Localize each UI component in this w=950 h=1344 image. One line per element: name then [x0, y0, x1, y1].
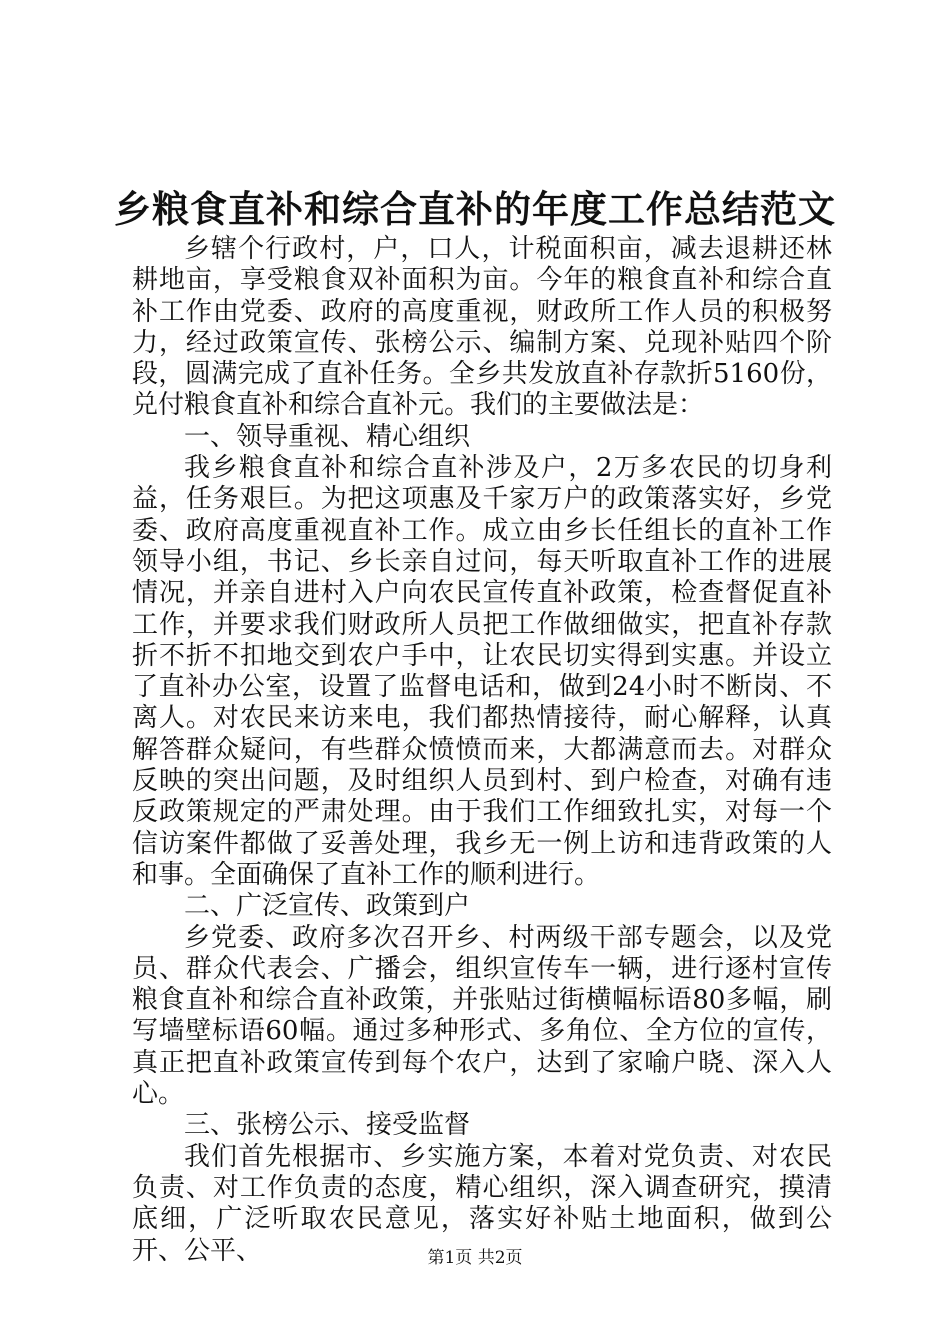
- paragraph-intro: 乡辖个行政村，户，口人，计税面积亩，减去退耕还林耕地亩，享受粮食双补面积为亩。今年的粮食直补和综合直补工作由党委、政府的高度重视，财政所工作人员的积极努力，经过政策宣传、张榜公示、编制方案、兑现补贴四个阶段，圆满完成了直补任务。全乡共发放直补存款折5160份，兑付粮食直补和综合直补元。我们的主要做法是：: [132, 234, 832, 421]
- document-body: [132, 234, 832, 1267]
- paragraph-section-2: 乡党委、政府多次召开乡、村两级干部专题会，以及党员、群众代表会、广播会，组织宣传车一辆，进行逐村宣传粮食直补和综合直补政策，并张贴过街横幅标语80多幅，刷写墙壁标语60幅。通过多种形式、多角位、全方位的宣传，真正把直补政策宣传到每个农户，达到了家喻户晓、深入人心。: [132, 922, 832, 1110]
- paragraph-section-3: 我们首先根据市、乡实施方案，本着对党负责、对农民负责、对工作负责的态度，精心组织，深入调查研究，摸清底细，广泛听取农民意见，落实好补贴土地面积，做到公开、公平、: [132, 1141, 832, 1266]
- section-heading-1: 一、领导重视、精心组织: [184, 421, 471, 452]
- section-heading-3: 三、张榜公示、接受监督: [184, 1110, 471, 1141]
- document-title: 乡粮食直补和综合直补的年度工作总结范文: [114, 187, 836, 231]
- section-heading-2: 二、广泛宣传、政策到户: [184, 891, 471, 922]
- paragraph-section-1: 我乡粮食直补和综合直补涉及户，2万多农民的切身利益，任务艰巨。为把这项惠及千家万户的政策落实好，乡党委、政府高度重视直补工作。成立由乡长任组长的直补工作领导小组，书记、乡长亲自过问，每天听取直补工作的进展情况，并亲自进村入户向农民宣传直补政策，检查督促直补工作，并要求我们财政所人员把工作做细做实，把直补存款折不折不扣地交到农户手中，让农民切实得到实惠。并设立了直补办公室，设置了监督电话和，做到24小时不断岗、不离人。对农民来访来电，我们都热情接待，耐心解释，认真解答群众疑问，有些群众愤愤而来，大都满意而去。对群众反映的突出问题，及时组织人员到村、到户检查，对确有违反政策规定的严肃处理。由于我们工作细致扎实，对每一个信访案件都做了妥善处理，我乡无一例上访和违背政策的人和事。全面确保了直补工作的顺利进行。: [132, 453, 832, 890]
- page-number-footer: 第1页 共2页: [427, 1248, 523, 1268]
